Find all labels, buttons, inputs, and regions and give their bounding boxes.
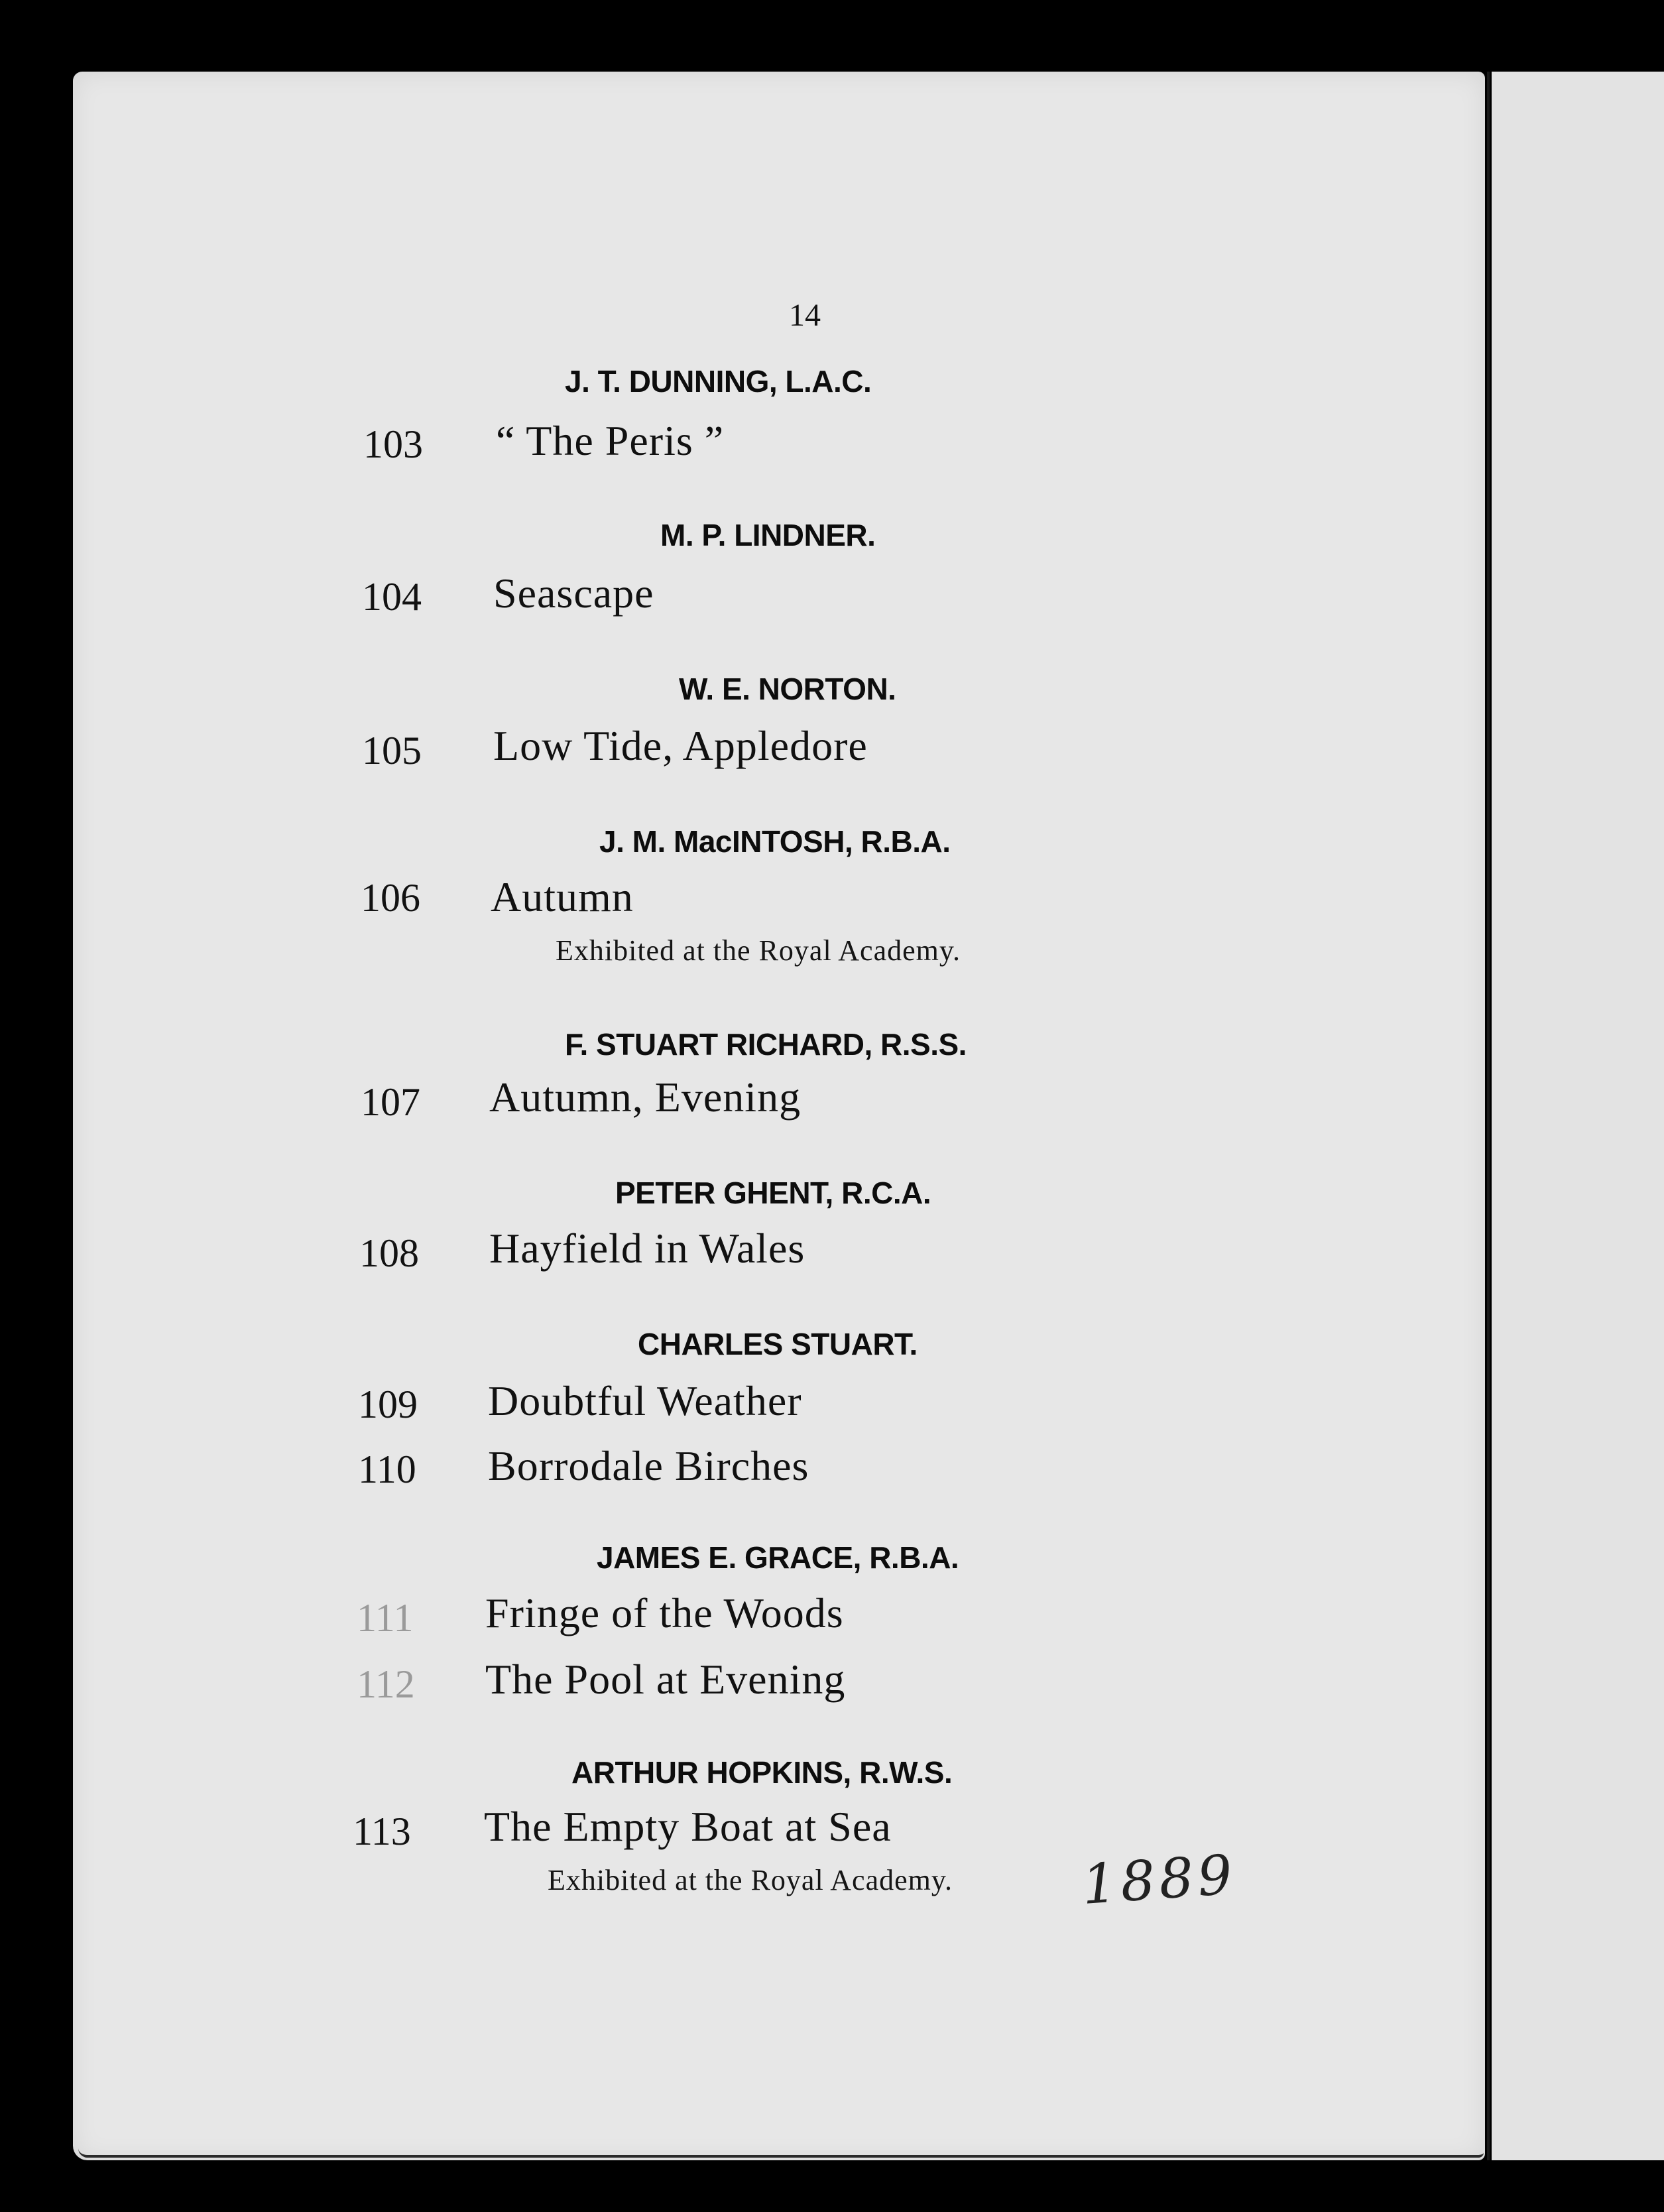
artist-name: M. P. LINDNER. [660, 518, 876, 552]
artwork-title: Autumn [491, 873, 634, 920]
artwork-title: The Pool at Evening [485, 1656, 846, 1703]
handwritten-year: 1889 [1079, 1843, 1238, 1917]
artwork-title: Autumn, Evening [489, 1074, 802, 1121]
artwork-title: “ The Peris ” [496, 417, 725, 464]
artist-name: F. STUART RICHARD, R.S.S. [565, 1027, 967, 1062]
entry-number: 109 [358, 1382, 418, 1426]
entry-number: 108 [359, 1231, 419, 1275]
artist-name: JAMES E. GRACE, R.B.A. [597, 1540, 959, 1575]
page-edge [78, 2148, 1484, 2158]
artist-name: W. E. NORTON. [679, 672, 896, 706]
artwork-title: Borrodale Birches [488, 1442, 809, 1489]
artist-name: PETER GHENT, R.C.A. [615, 1176, 931, 1210]
entry-number: 107 [361, 1080, 420, 1124]
artwork-title: Hayfield in Wales [489, 1225, 805, 1272]
entry-number: 110 [358, 1447, 416, 1491]
artist-name: ARTHUR HOPKINS, R.W.S. [571, 1755, 953, 1790]
artwork-title: Seascape [493, 570, 654, 617]
entry-number: 103 [363, 422, 423, 466]
facing-page [1492, 72, 1664, 2160]
artist-name: CHARLES STUART. [638, 1327, 918, 1361]
artwork-title: The Empty Boat at Sea [484, 1803, 892, 1850]
page-number: 14 [789, 298, 821, 333]
artwork-title: Fringe of the Woods [485, 1589, 844, 1636]
entry-number: 113 [353, 1810, 411, 1853]
entry-number: 104 [362, 575, 422, 619]
artist-name: J. M. MacINTOSH, R.B.A. [599, 824, 951, 859]
page-fold [1487, 72, 1490, 2160]
artist-name: J. T. DUNNING, L.A.C. [565, 364, 872, 399]
entry-number: 111 [357, 1596, 414, 1640]
artwork-title: Doubtful Weather [488, 1377, 802, 1424]
exhibition-note: Exhibited at the Royal Academy. [548, 1864, 953, 1896]
entry-number: 112 [357, 1662, 415, 1706]
exhibition-note: Exhibited at the Royal Academy. [556, 934, 961, 967]
entry-number: 106 [361, 876, 420, 920]
artwork-title: Low Tide, Appledore [493, 722, 868, 769]
entry-number: 105 [362, 729, 422, 772]
